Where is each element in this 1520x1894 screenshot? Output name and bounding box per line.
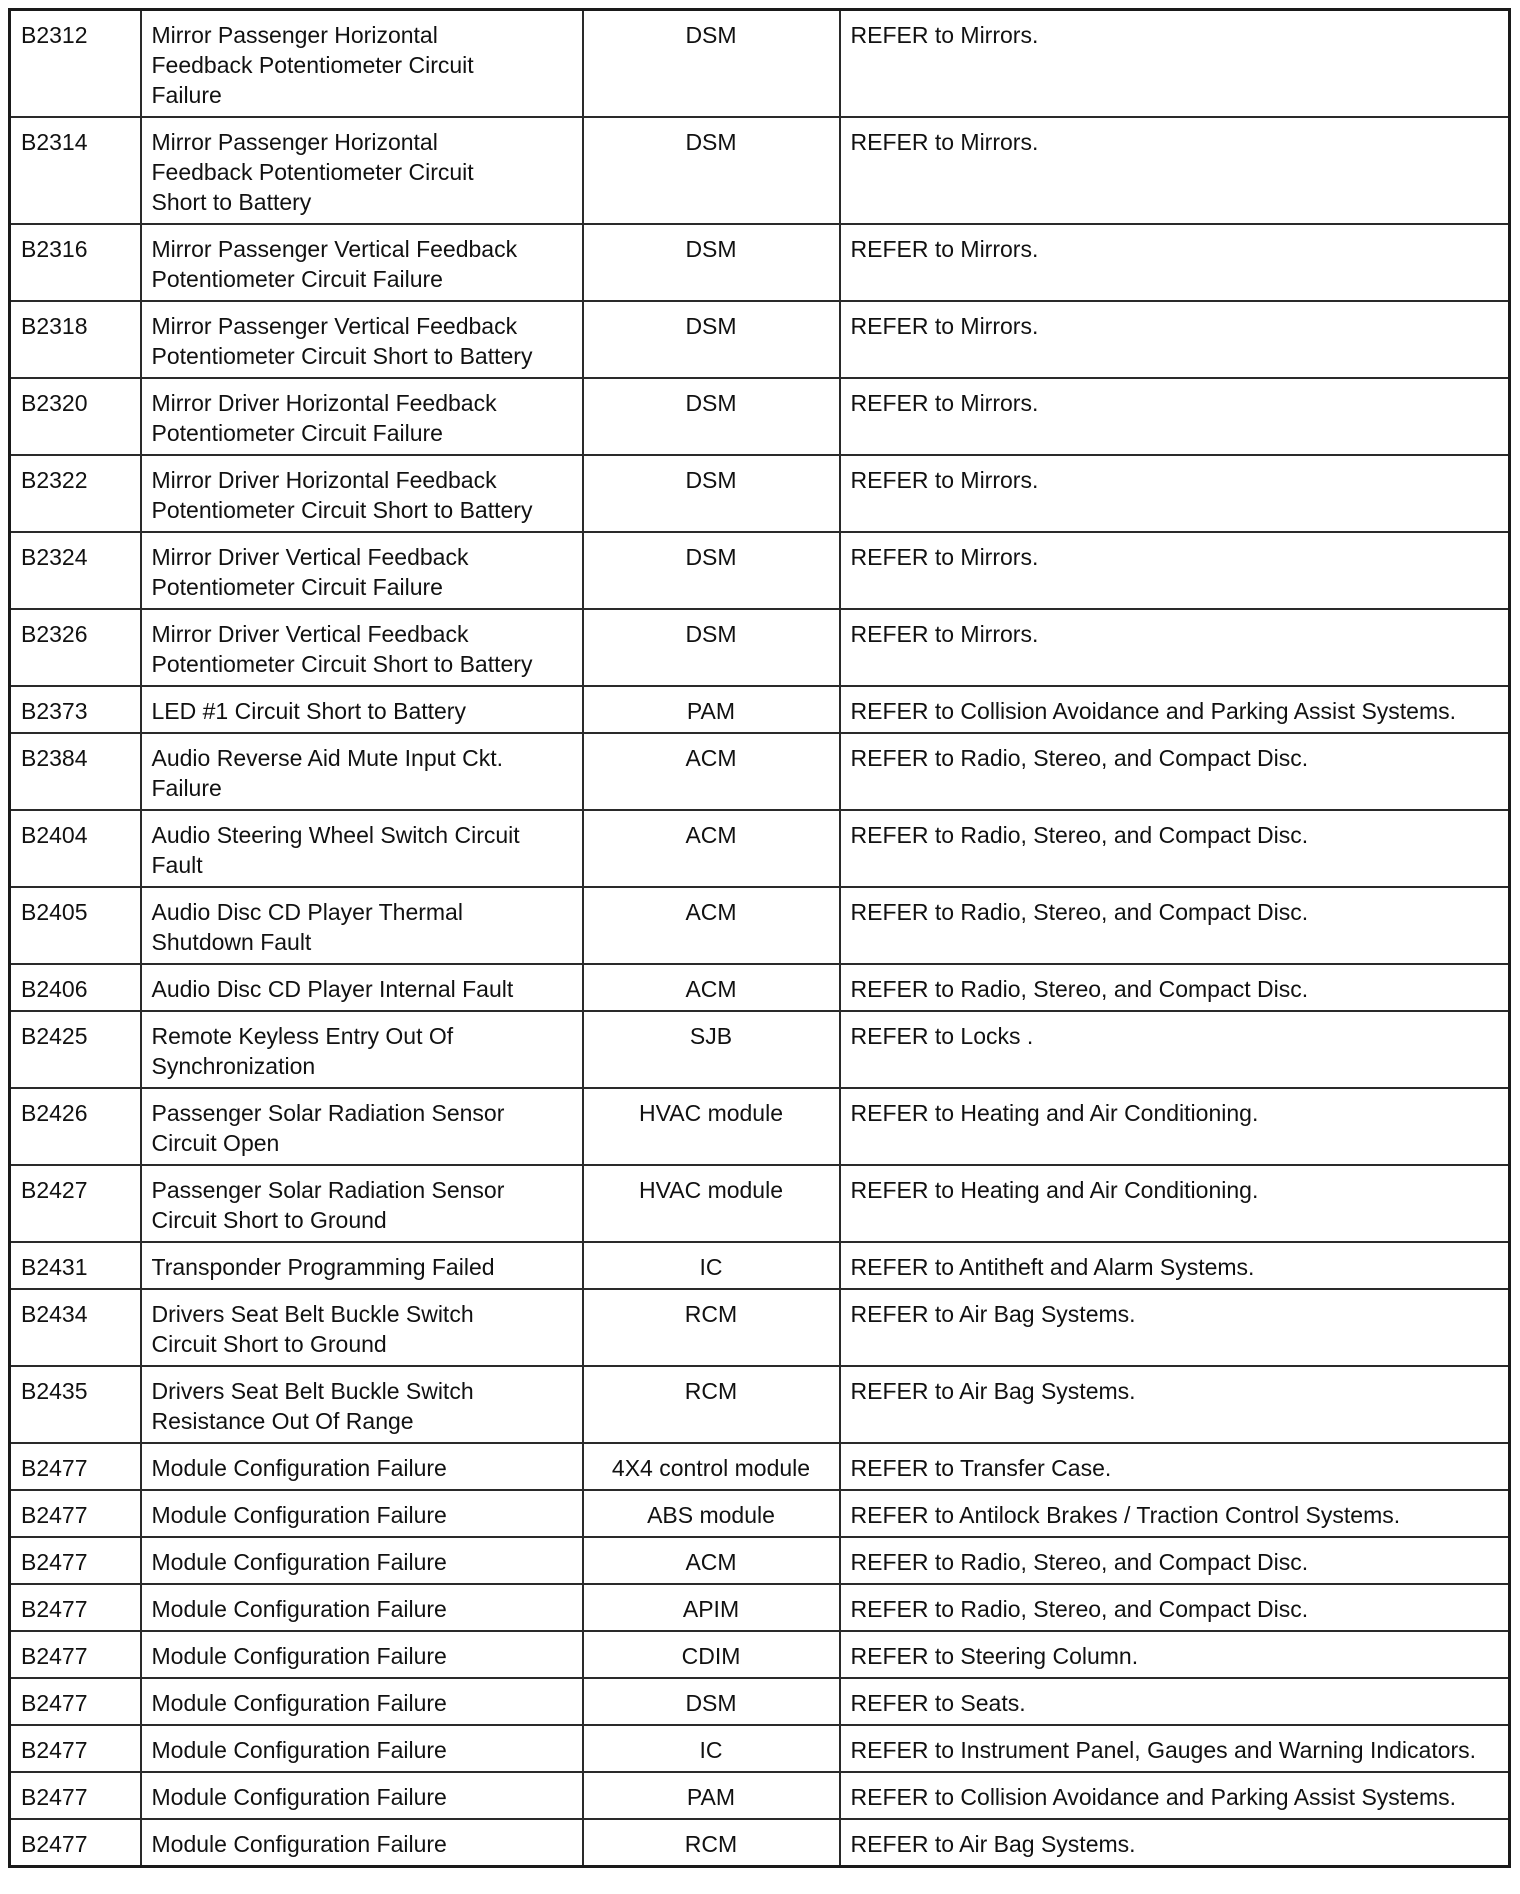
- dtc-module: ACM: [583, 887, 840, 964]
- dtc-code: B2404: [10, 810, 141, 887]
- dtc-module: DSM: [583, 378, 840, 455]
- dtc-code: B2477: [10, 1490, 141, 1537]
- table-row: [10, 733, 1510, 810]
- dtc-description: LED #1 Circuit Short to Battery: [141, 686, 583, 733]
- table-row: [10, 964, 1510, 1011]
- dtc-module: IC: [583, 1242, 840, 1289]
- table-row: [10, 455, 1510, 532]
- dtc-module: RCM: [583, 1366, 840, 1443]
- dtc-module: ACM: [583, 733, 840, 810]
- dtc-code: B2384: [10, 733, 141, 810]
- dtc-action: REFER to Mirrors.: [840, 609, 1510, 686]
- dtc-code: B2477: [10, 1725, 141, 1772]
- dtc-code: B2314: [10, 117, 141, 224]
- dtc-action: REFER to Mirrors.: [840, 10, 1510, 118]
- dtc-description: Module Configuration Failure: [141, 1584, 583, 1631]
- dtc-module: RCM: [583, 1289, 840, 1366]
- dtc-action: REFER to Transfer Case.: [840, 1443, 1510, 1490]
- dtc-module: ACM: [583, 964, 840, 1011]
- dtc-code: B2406: [10, 964, 141, 1011]
- dtc-module: HVAC module: [583, 1165, 840, 1242]
- dtc-code: B2477: [10, 1819, 141, 1867]
- dtc-description: Passenger Solar Radiation Sensor Circuit Open: [141, 1088, 583, 1165]
- dtc-description: Transponder Programming Failed: [141, 1242, 583, 1289]
- dtc-description: Mirror Driver Horizontal Feedback Potentiometer Circuit Short to Battery: [141, 455, 583, 532]
- dtc-module: IC: [583, 1725, 840, 1772]
- table-row: [10, 532, 1510, 609]
- dtc-description: Mirror Passenger Vertical Feedback Potentiometer Circuit Failure: [141, 224, 583, 301]
- table-row: [10, 1242, 1510, 1289]
- dtc-description: Module Configuration Failure: [141, 1537, 583, 1584]
- dtc-description: Module Configuration Failure: [141, 1443, 583, 1490]
- dtc-description: Mirror Driver Horizontal Feedback Potentiometer Circuit Failure: [141, 378, 583, 455]
- dtc-description: Audio Disc CD Player Thermal Shutdown Fault: [141, 887, 583, 964]
- dtc-module: DSM: [583, 455, 840, 532]
- dtc-description: Mirror Passenger Vertical Feedback Potentiometer Circuit Short to Battery: [141, 301, 583, 378]
- dtc-action: REFER to Mirrors.: [840, 301, 1510, 378]
- dtc-action: REFER to Mirrors.: [840, 224, 1510, 301]
- table-row: [10, 1537, 1510, 1584]
- table-row: [10, 1725, 1510, 1772]
- dtc-description: Passenger Solar Radiation Sensor Circuit Short to Ground: [141, 1165, 583, 1242]
- dtc-module: PAM: [583, 1772, 840, 1819]
- dtc-code: B2477: [10, 1678, 141, 1725]
- dtc-description: Module Configuration Failure: [141, 1678, 583, 1725]
- dtc-table: [8, 8, 1511, 1868]
- table-row: [10, 378, 1510, 455]
- dtc-action: REFER to Mirrors.: [840, 455, 1510, 532]
- dtc-action: REFER to Locks .: [840, 1011, 1510, 1088]
- dtc-action: REFER to Mirrors.: [840, 532, 1510, 609]
- dtc-module: DSM: [583, 301, 840, 378]
- table-row: [10, 887, 1510, 964]
- table-row: [10, 1819, 1510, 1867]
- dtc-action: REFER to Air Bag Systems.: [840, 1366, 1510, 1443]
- dtc-code: B2435: [10, 1366, 141, 1443]
- dtc-action: REFER to Radio, Stereo, and Compact Disc.: [840, 887, 1510, 964]
- dtc-action: REFER to Collision Avoidance and Parking Assist Systems.: [840, 1772, 1510, 1819]
- dtc-code: B2324: [10, 532, 141, 609]
- table-row: [10, 10, 1510, 118]
- dtc-code: B2477: [10, 1537, 141, 1584]
- table-row: [10, 810, 1510, 887]
- dtc-action: REFER to Collision Avoidance and Parking Assist Systems.: [840, 686, 1510, 733]
- dtc-description: Audio Steering Wheel Switch Circuit Fault: [141, 810, 583, 887]
- dtc-description: Drivers Seat Belt Buckle Switch Resistance Out Of Range: [141, 1366, 583, 1443]
- dtc-module: RCM: [583, 1819, 840, 1867]
- table-row: [10, 1678, 1510, 1725]
- dtc-description: Mirror Driver Vertical Feedback Potentiometer Circuit Short to Battery: [141, 609, 583, 686]
- table-row: [10, 1631, 1510, 1678]
- dtc-module: DSM: [583, 117, 840, 224]
- dtc-code: B2431: [10, 1242, 141, 1289]
- dtc-module: CDIM: [583, 1631, 840, 1678]
- table-row: [10, 1490, 1510, 1537]
- dtc-module: ACM: [583, 1537, 840, 1584]
- dtc-action: REFER to Heating and Air Conditioning.: [840, 1165, 1510, 1242]
- dtc-description: Module Configuration Failure: [141, 1631, 583, 1678]
- table-row: [10, 1165, 1510, 1242]
- dtc-code: B2477: [10, 1631, 141, 1678]
- table-row: [10, 609, 1510, 686]
- dtc-description: Audio Reverse Aid Mute Input Ckt. Failure: [141, 733, 583, 810]
- table-row: [10, 686, 1510, 733]
- dtc-module: DSM: [583, 224, 840, 301]
- dtc-code: B2477: [10, 1772, 141, 1819]
- dtc-action: REFER to Steering Column.: [840, 1631, 1510, 1678]
- dtc-code: B2312: [10, 10, 141, 118]
- dtc-description: Audio Disc CD Player Internal Fault: [141, 964, 583, 1011]
- dtc-code: B2426: [10, 1088, 141, 1165]
- dtc-code: B2320: [10, 378, 141, 455]
- dtc-action: REFER to Seats.: [840, 1678, 1510, 1725]
- dtc-action: REFER to Heating and Air Conditioning.: [840, 1088, 1510, 1165]
- table-row: [10, 1366, 1510, 1443]
- table-row: [10, 1088, 1510, 1165]
- dtc-module: ABS module: [583, 1490, 840, 1537]
- dtc-action: REFER to Air Bag Systems.: [840, 1819, 1510, 1867]
- dtc-action: REFER to Radio, Stereo, and Compact Disc.: [840, 1584, 1510, 1631]
- dtc-code: B2405: [10, 887, 141, 964]
- table-row: [10, 301, 1510, 378]
- dtc-code: B2477: [10, 1584, 141, 1631]
- dtc-description: Module Configuration Failure: [141, 1725, 583, 1772]
- dtc-description: Drivers Seat Belt Buckle Switch Circuit Short to Ground: [141, 1289, 583, 1366]
- dtc-table-body: [10, 10, 1510, 1867]
- dtc-module: ACM: [583, 810, 840, 887]
- dtc-action: REFER to Radio, Stereo, and Compact Disc.: [840, 733, 1510, 810]
- dtc-action: REFER to Radio, Stereo, and Compact Disc.: [840, 810, 1510, 887]
- table-row: [10, 1584, 1510, 1631]
- dtc-description: Module Configuration Failure: [141, 1819, 583, 1867]
- dtc-module: HVAC module: [583, 1088, 840, 1165]
- dtc-action: REFER to Antilock Brakes / Traction Control Systems.: [840, 1490, 1510, 1537]
- dtc-module: 4X4 control module: [583, 1443, 840, 1490]
- dtc-code: B2434: [10, 1289, 141, 1366]
- dtc-description: Mirror Passenger Horizontal Feedback Potentiometer Circuit Failure: [141, 10, 583, 118]
- table-row: [10, 1772, 1510, 1819]
- dtc-action: REFER to Radio, Stereo, and Compact Disc.: [840, 1537, 1510, 1584]
- dtc-action: REFER to Radio, Stereo, and Compact Disc.: [840, 964, 1510, 1011]
- dtc-action: REFER to Mirrors.: [840, 378, 1510, 455]
- dtc-description: Module Configuration Failure: [141, 1772, 583, 1819]
- dtc-action: REFER to Air Bag Systems.: [840, 1289, 1510, 1366]
- dtc-description: Mirror Driver Vertical Feedback Potentiometer Circuit Failure: [141, 532, 583, 609]
- dtc-code: B2425: [10, 1011, 141, 1088]
- table-row: [10, 1011, 1510, 1088]
- table-row: [10, 1289, 1510, 1366]
- dtc-module: APIM: [583, 1584, 840, 1631]
- dtc-action: REFER to Instrument Panel, Gauges and Warning Indicators.: [840, 1725, 1510, 1772]
- dtc-module: DSM: [583, 532, 840, 609]
- dtc-code: B2316: [10, 224, 141, 301]
- dtc-action: REFER to Antitheft and Alarm Systems.: [840, 1242, 1510, 1289]
- dtc-description: Remote Keyless Entry Out Of Synchronization: [141, 1011, 583, 1088]
- dtc-code: B2373: [10, 686, 141, 733]
- table-row: [10, 1443, 1510, 1490]
- dtc-code: B2322: [10, 455, 141, 532]
- dtc-module: DSM: [583, 609, 840, 686]
- dtc-module: PAM: [583, 686, 840, 733]
- dtc-action: REFER to Mirrors.: [840, 117, 1510, 224]
- table-row: [10, 224, 1510, 301]
- dtc-description: Module Configuration Failure: [141, 1490, 583, 1537]
- table-row: [10, 117, 1510, 224]
- dtc-description: Mirror Passenger Horizontal Feedback Potentiometer Circuit Short to Battery: [141, 117, 583, 224]
- dtc-code: B2326: [10, 609, 141, 686]
- dtc-code: B2427: [10, 1165, 141, 1242]
- dtc-module: DSM: [583, 10, 840, 118]
- dtc-module: SJB: [583, 1011, 840, 1088]
- dtc-code: B2477: [10, 1443, 141, 1490]
- dtc-code: B2318: [10, 301, 141, 378]
- dtc-module: DSM: [583, 1678, 840, 1725]
